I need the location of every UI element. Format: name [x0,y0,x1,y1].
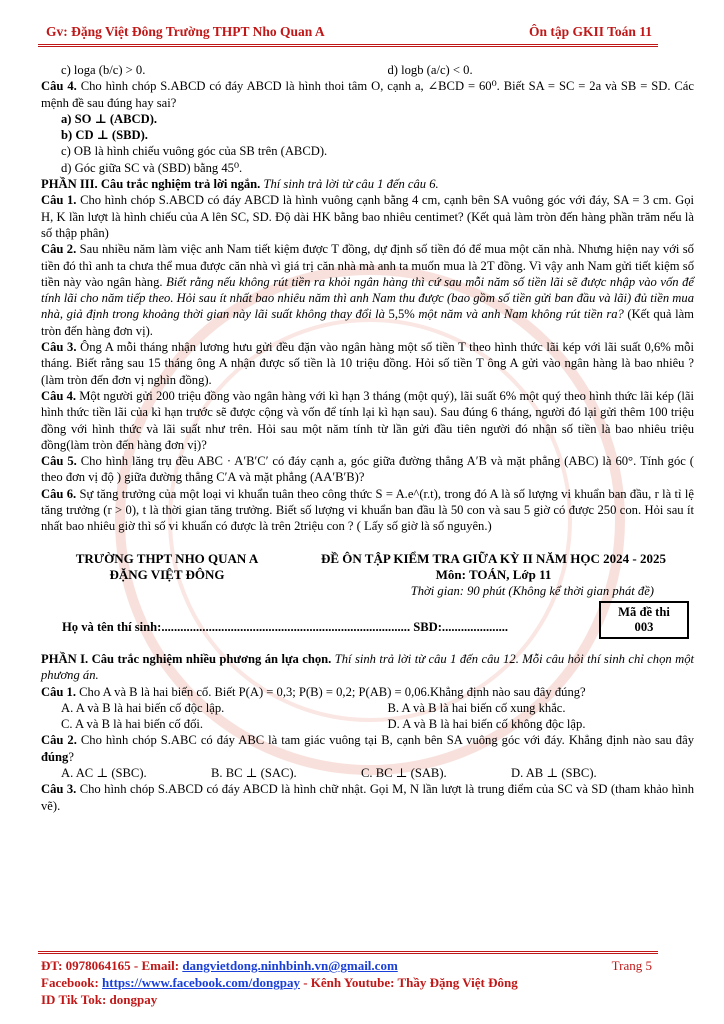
q4-item-c: c) OB là hình chiếu vuông góc của SB trên (ABCD). [61,144,328,159]
exam-time: Thời gian: 90 phút (Không kể thời gian phát đề) [410,583,654,598]
p1-q2-option-d: D. AB ⊥ (SBC). [511,765,597,780]
student-info-row [41,601,694,639]
part1-title: PHẦN I. Câu trắc nghiệm nhiều phương án lựa chọn. Thí sinh trả lời từ câu 1 đến câu 12. Mỗi câu hỏi thí sinh chỉ chọn một phương án. [41,651,694,683]
school-name: TRƯỜNG THPT NHO QUAN A [75,550,259,566]
p1-question-3: Câu 3. Cho hình chóp S.ABCD có đáy ABCD là hình chữ nhật. Gọi M, N lần lượt là trung điểm của SC và SD (tham khảo hình vẽ). [41,782,694,813]
page-footer: ĐT: 0978064165 - Email: dangvietdong.ninhbinh.vn@gmail.com Trang 5 Facebook: https://www.facebook.com/dongpay - Kênh Youtube: Thầy Đặng Việt Đông ID Tik Tok: dongpay [41,958,652,1007]
exam-code-label: Mã đề thi [618,604,670,619]
q4-item-b: b) CD ⊥ (SBD). [61,128,148,143]
footer-divider [38,951,658,954]
page-header [46,24,652,40]
tiktok-id: ID Tik Tok: dongpay [41,992,158,1007]
exam-subject: Môn: TOÁN, Lớp 11 [435,566,552,582]
q4-item-d: d) Góc giữa SC và (SBD) bằng 45⁰. [61,160,243,175]
p3-question-3: Câu 3. Ông A mỗi tháng nhận lương hưu gửi đều đặn vào ngân hàng một số tiền T theo hình thức lãi kép với lãi suất 0,6% mỗi tháng. Biết rằng sau 15 tháng ông A nhận được số tiền là 10 triệu đồng. Hỏi số tiền T ông A gửi vào ngân hàng là bao nhiêu ? (làm tròn đến đơn vị nghìn đồng). [41,340,694,387]
p3-question-6: Câu 6. Sự tăng trưởng của một loại vi khuẩn tuân theo công thức S = A.e^(r.t), trong đó A là số lượng vi khuẩn ban đầu, r là tỉ lệ tăng trưởng (r > 0), t là thời gian tăng trưởng. Biết số lượng vi khuẩn ban đầu là 50 con và sau 5 giờ có được 250 con. Hỏi sau ít nhất bao nhiêu giờ thì số vi khuẩn có được là trên 2triệu con ? ( Lấy số giờ là số nguyên.) [41,486,694,534]
header-divider [38,44,658,47]
page-content [41,62,694,814]
student-line: Họ và tên thí sinh:............................................................................... SBD:..................... [62,619,509,634]
option-c: c) loga (b/c) > 0. [61,63,146,77]
email-link[interactable]: dangvietdong.ninhbinh.vn@gmail.com [182,958,398,973]
prev-options [41,62,694,78]
p1-q2-option-a: A. AC ⊥ (SBC). [61,765,147,780]
q4-items [41,111,694,176]
p1-question-1: Câu 1. Cho A và B là hai biến cố. Biết P(A) = 0,3; P(B) = 0,2; P(AB) = 0,06.Khẳng định nào sau đây đúng? [41,684,586,699]
option-d: d) logb (a/c) < 0. [387,63,473,77]
exam-title: ĐỀ ÔN TẬP KIỂM TRA GIỮA KỲ II NĂM HỌC 2024 - 2025 [320,550,666,566]
teacher-name: ĐẶNG VIỆT ĐÔNG [109,566,225,582]
p1-q1-option-c: C. A và B là hai biến cố đối. [61,717,204,732]
p1-q1-options-cd [41,716,694,732]
exam-header [41,551,694,583]
q4-true-false: Câu 4. Cho hình chóp S.ABCD có đáy ABCD là hình thoi tâm O, cạnh a, ∠BCD = 60⁰. Biết SA = SC = 2a và SB = SD. Các mệnh đề sau đúng hay sai? [41,79,694,110]
exam-code: 003 [634,619,654,634]
header-left: Gv: Đặng Việt Đông Trường THPT Nho Quan A [46,24,325,39]
part3-title: PHẦN III. Câu trắc nghiệm trả lời ngắn. Thí sinh trả lời từ câu 1 đến câu 6. [41,177,439,192]
p1-q1-option-d: D. A và B là hai biến cố không độc lập. [387,717,586,732]
p1-q2-option-b: B. BC ⊥ (SAC). [211,765,297,780]
p3-question-4: Câu 4. Một người gửi 200 triệu đồng vào ngân hàng với kì hạn 3 tháng (một quý), lãi suất 6% một quý theo hình thức lãi kép (lãi hình thức tiền lãi của kì hạn trước sẽ được cộng và vốn để tính lại kì hạn sau). Sau đúng 6 tháng, người đó lại gửi thêm 100 triệu đồng với hình thức và lãi suất như trên. Hỏi sau một năm tính từ lần gửi đầu tiên người đó nhận số tiền là bao nhiêu triệu đồng(làm tròn đến hàng đơn vị)? [41,388,695,452]
p1-q1-option-b: B. A và B là hai biến cố xung khắc. [387,700,566,715]
p3-question-5: Câu 5. Cho hình lăng trụ đều ABC · A′B′C′ có đáy cạnh a, góc giữa đường thẳng A′B và mặt phẳng (ABC) là 60°. Tính góc ( theo đơn vị độ ) giữa đường thẳng C′A và mặt phẳng (AA′B′B)? [41,454,694,485]
facebook-link[interactable]: https://www.facebook.com/dongpay [102,975,300,990]
p1-q1-option-a: A. A và B là hai biến cố độc lập. [61,700,225,715]
p1-q1-options-ab [41,700,694,716]
p1-q2-option-c: C. BC ⊥ (SAB). [361,765,447,780]
q4-item-a: a) SO ⊥ (ABCD). [61,111,158,126]
page-number: Trang 5 [611,958,652,973]
p3-question-2: Câu 2. Sau nhiều năm làm việc anh Nam tiết kiệm được T đồng, dự định số tiền đó để mua một căn nhà. Nhưng hiện nay với số tiền đó thì anh ta chưa thể mua được căn nhà vì giá trị căn nhà mà anh ta muốn mua là 2T đồng. Vì vậy anh Nam gửi tiết kiệm số tiền này vào ngân hàng. Biết rằng nếu không rút tiền ra khỏi ngân hàng thì cứ sau mỗi năm số tiền lãi sẽ được nhập vào vốn để tính lãi cho năm tiếp theo. Hỏi sau ít nhất bao nhiêu năm thì anh Nam thu được (bao gồm số tiền gửi ban đầu và lãi) đủ tiền mua nhà, giả định trong khoảng thời gian này lãi suất không thay đổi là 5,5% một năm và anh Nam không rút tiền ra? (Kết quả làm tròn đến hàng đơn vị). [41,242,694,338]
header-right: Ôn tập GKII Toán 11 [528,24,652,39]
p1-question-2: Câu 2. Cho hình chóp S.ABC có đáy ABC là tam giác vuông tại B, cạnh bên SA vuông góc với đáy. Khẳng định nào sau đây đúng? [41,733,694,764]
p1-q2-options [41,765,694,781]
exam-code-box [599,601,689,639]
p3-question-1: Câu 1. Cho hình chóp S.ABCD có đáy ABCD là hình vuông cạnh bằng 4 cm, cạnh bên SA vuông góc với đáy, SA = 3 cm. Gọi H, K lần lượt là hình chiếu của A lên SC, SD. Độ dài HK bằng bao nhiêu centimet? (Kết quả làm tròn đến hàng phần trăm nếu là số thập phân) [41,193,694,240]
